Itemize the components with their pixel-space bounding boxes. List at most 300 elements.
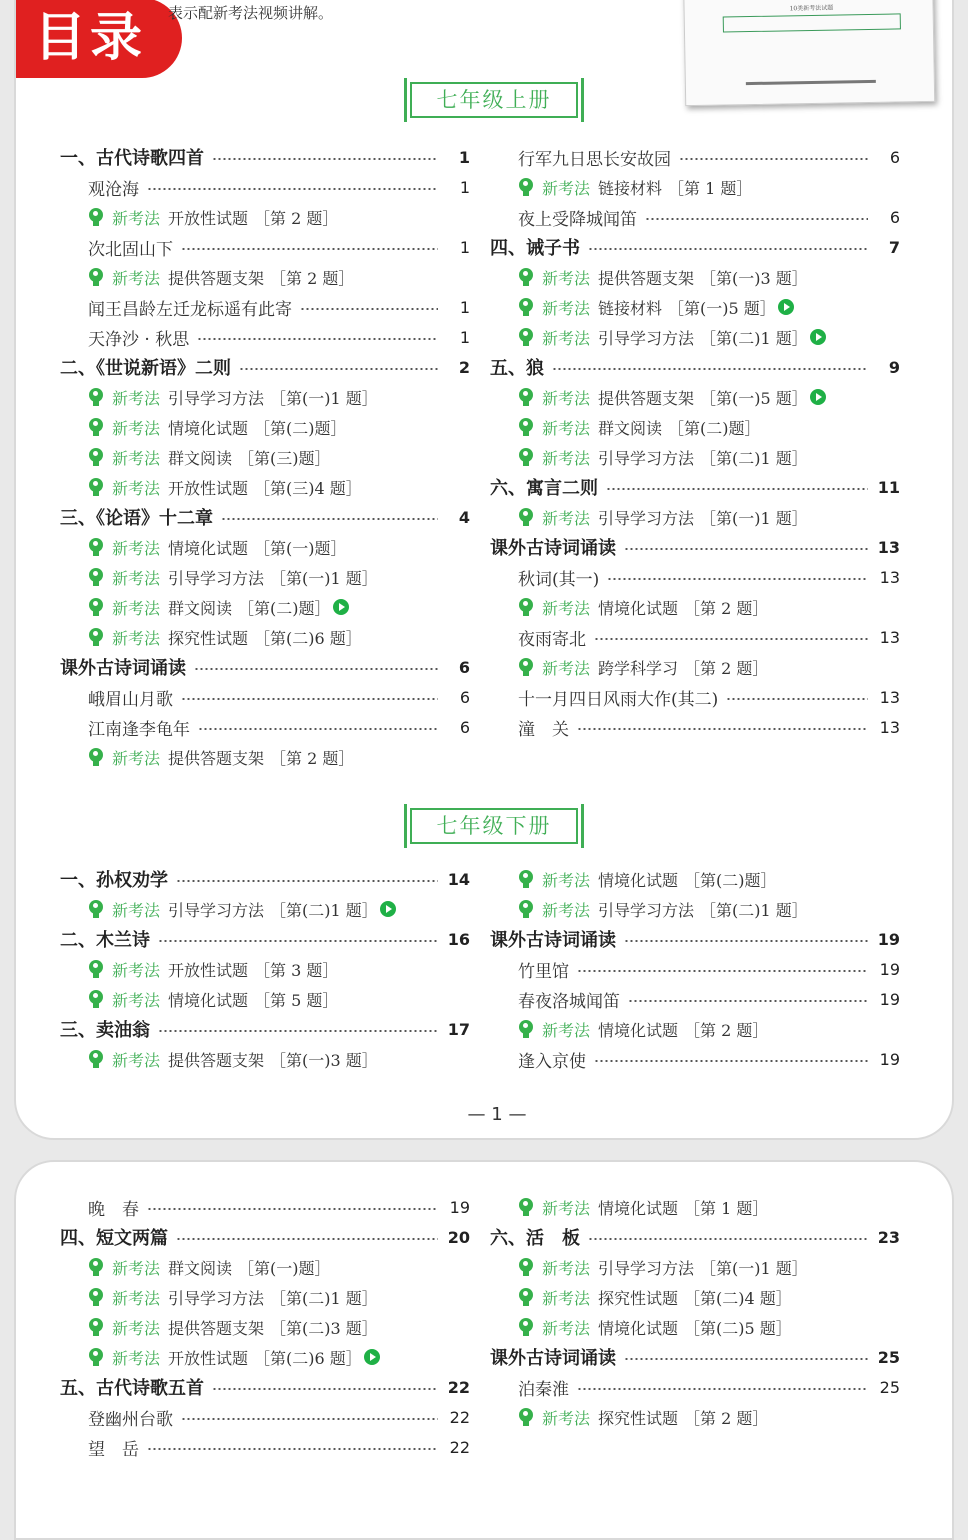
toc-note-item[interactable] — [60, 622, 470, 652]
toc-chapter-entry[interactable] — [60, 142, 470, 172]
toc-chapter-entry[interactable] — [60, 924, 470, 954]
page-ref: 19 — [879, 1049, 900, 1069]
toc-note-item[interactable] — [60, 954, 470, 984]
entry-title: 峨眉山月歌 — [88, 689, 173, 710]
entry-title: 泊秦淮 — [518, 1379, 569, 1400]
question-type-label: 引导学习方法 — [168, 900, 265, 920]
thumbnail-grid — [723, 13, 901, 32]
dot-leader — [158, 940, 438, 942]
entry-title: 课外古诗词诵读 — [490, 538, 616, 559]
toc-note-item[interactable] — [60, 1252, 470, 1282]
toc-note-item[interactable] — [490, 592, 900, 622]
play-video-icon[interactable] — [810, 389, 826, 405]
question-ref: ［第 2 题］ — [684, 598, 769, 618]
toc-poem-entry[interactable] — [490, 142, 900, 172]
toc-poem-entry[interactable] — [60, 292, 470, 322]
question-ref: ［第 1 题］ — [668, 178, 753, 198]
question-type-label: 引导学习方法 — [598, 1258, 695, 1278]
new-exam-method-label: 新考法 — [112, 448, 161, 468]
question-type-label: 开放性试题 — [168, 960, 249, 980]
question-ref: ［第(二)题］ — [238, 598, 331, 618]
question-type-label: 探究性试题 — [168, 628, 249, 648]
page-ref: 13 — [879, 567, 900, 587]
play-video-icon[interactable] — [364, 1349, 380, 1365]
question-ref: ［第 2 题］ — [270, 268, 355, 288]
toc-page-2 — [14, 1160, 954, 1540]
toc-badge: 目录 — [16, 0, 182, 78]
toc-note-item[interactable] — [490, 1312, 900, 1342]
page-ref: 25 — [879, 1377, 900, 1397]
question-ref: ［第(三)题］ — [238, 448, 331, 468]
question-ref: ［第(一)题］ — [238, 1258, 331, 1278]
dot-leader — [181, 1418, 438, 1420]
entry-title: 望 岳 — [88, 1439, 139, 1460]
lightbulb-icon — [88, 567, 104, 587]
entry-title: 课外古诗词诵读 — [60, 658, 186, 679]
question-ref: ［第(二)1 题］ — [700, 448, 808, 468]
dot-leader — [577, 728, 868, 730]
dot-leader — [221, 518, 438, 520]
page-ref: 1 — [459, 327, 470, 347]
page-ref: 2 — [458, 357, 470, 377]
question-ref: ［第(二)题］ — [254, 418, 347, 438]
page-ref: 20 — [447, 1227, 470, 1247]
new-exam-method-label: 新考法 — [542, 1198, 591, 1218]
toc-note-item[interactable] — [490, 864, 900, 894]
question-type-label: 情境化试题 — [168, 538, 249, 558]
lightbulb-icon — [518, 387, 534, 407]
lightbulb-icon — [88, 447, 104, 467]
entry-title: 三、《论语》十二章 — [60, 508, 213, 529]
toc-note-item[interactable] — [60, 984, 470, 1014]
question-ref: ［第(一)3 题］ — [270, 1050, 378, 1070]
toc-chapter-entry[interactable] — [60, 652, 470, 682]
toc-chapter-entry[interactable] — [490, 924, 900, 954]
question-type-label: 引导学习方法 — [598, 900, 695, 920]
question-ref: ［第(二)1 题］ — [270, 1288, 378, 1308]
question-type-label: 群文阅读 — [168, 1258, 233, 1278]
question-ref: ［第 2 题］ — [684, 1020, 769, 1040]
new-exam-method-label: 新考法 — [542, 870, 591, 890]
toc-note-item[interactable] — [490, 1282, 900, 1312]
question-ref: ［第(二)1 题］ — [700, 328, 808, 348]
toc-poem-entry[interactable] — [490, 682, 900, 712]
toc-poem-entry[interactable] — [60, 682, 470, 712]
page-ref: 6 — [458, 657, 470, 677]
dot-leader — [300, 308, 438, 310]
question-type-label: 情境化试题 — [598, 1020, 679, 1040]
toc-poem-entry[interactable] — [490, 712, 900, 742]
new-exam-method-label: 新考法 — [542, 298, 591, 318]
entry-title: 竹里馆 — [518, 961, 569, 982]
new-exam-method-label: 新考法 — [542, 448, 591, 468]
question-type-label: 情境化试题 — [598, 1318, 679, 1338]
question-type-label: 引导学习方法 — [598, 448, 695, 468]
page-ref: 13 — [877, 537, 900, 557]
new-exam-method-label: 新考法 — [542, 1318, 591, 1338]
question-ref: ［第(一)1 题］ — [700, 508, 808, 528]
new-exam-method-label: 新考法 — [112, 268, 161, 288]
entry-title: 三、卖油翁 — [60, 1020, 150, 1041]
question-type-label: 探究性试题 — [598, 1288, 679, 1308]
new-exam-method-label: 新考法 — [542, 1020, 591, 1040]
new-exam-method-label: 新考法 — [542, 1288, 591, 1308]
entry-title: 观沧海 — [88, 179, 139, 200]
new-exam-method-label: 新考法 — [112, 538, 161, 558]
toc-chapter-entry[interactable] — [490, 472, 900, 502]
dot-leader — [158, 1030, 438, 1032]
toc-poem-entry[interactable] — [490, 562, 900, 592]
toc-chapter-entry[interactable] — [490, 352, 900, 382]
dot-leader — [624, 548, 868, 550]
page-ref: 11 — [877, 477, 900, 497]
question-ref: ［第(一)5 题］ — [700, 388, 808, 408]
toc-column-left — [60, 1192, 470, 1462]
question-type-label: 跨学科学习 — [598, 658, 679, 678]
entry-title: 天净沙 · 秋思 — [88, 329, 190, 350]
question-type-label: 探究性试题 — [598, 1408, 679, 1428]
question-type-label: 链接材料 — [598, 178, 663, 198]
lightbulb-icon — [88, 1257, 104, 1277]
toc-note-item[interactable] — [60, 412, 470, 442]
toc-note-item[interactable] — [60, 1342, 470, 1372]
entry-title: 夜雨寄北 — [518, 629, 586, 650]
toc-note-item[interactable] — [490, 412, 900, 442]
entry-title: 十一月四日风雨大作(其二) — [518, 689, 719, 710]
question-ref: ［第(二)5 题］ — [684, 1318, 792, 1338]
page-ref: 6 — [459, 687, 470, 707]
new-exam-method-label: 新考法 — [542, 268, 591, 288]
lightbulb-icon — [518, 297, 534, 317]
question-ref: ［第(一)5 题］ — [668, 298, 776, 318]
dot-leader — [594, 638, 868, 640]
dot-leader — [181, 698, 438, 700]
page-number: — 1 — — [467, 1104, 527, 1125]
lightbulb-icon — [518, 1287, 534, 1307]
page-ref: 13 — [879, 627, 900, 647]
toc-note-item[interactable] — [490, 1252, 900, 1282]
toc-chapter-entry[interactable] — [490, 1342, 900, 1372]
dot-leader — [594, 1060, 868, 1062]
page-ref: 6 — [889, 207, 900, 227]
dot-leader — [628, 1000, 868, 1002]
new-exam-method-label: 新考法 — [112, 1258, 161, 1278]
entry-title: 登幽州台歌 — [88, 1409, 173, 1430]
dot-leader — [624, 1358, 868, 1360]
toc-column-right — [490, 1192, 900, 1432]
toc-poem-entry[interactable] — [490, 1044, 900, 1074]
question-ref: ［第 2 题］ — [684, 1408, 769, 1428]
question-type-label: 提供答题支架 — [168, 268, 265, 288]
toc-chapter-entry[interactable] — [60, 1222, 470, 1252]
toc-note-item[interactable] — [60, 592, 470, 622]
dot-leader — [588, 1238, 868, 1240]
lightbulb-icon — [88, 989, 104, 1009]
question-type-label: 引导学习方法 — [168, 568, 265, 588]
toc-note-item[interactable] — [490, 322, 900, 352]
question-type-label: 群文阅读 — [598, 418, 663, 438]
question-ref: ［第(二)1 题］ — [270, 900, 378, 920]
toc-poem-entry[interactable] — [490, 1372, 900, 1402]
entry-title: 四、诫子书 — [490, 238, 580, 259]
entry-title: 二、木兰诗 — [60, 930, 150, 951]
question-type-label: 链接材料 — [598, 298, 663, 318]
toc-poem-entry[interactable] — [60, 712, 470, 742]
page-ref: 22 — [449, 1437, 470, 1457]
toc-poem-entry[interactable] — [490, 954, 900, 984]
lightbulb-icon — [88, 267, 104, 287]
question-ref: ［第 2 题］ — [254, 208, 339, 228]
entry-title: 五、古代诗歌五首 — [60, 1378, 204, 1399]
toc-poem-entry[interactable] — [490, 622, 900, 652]
toc-chapter-entry[interactable] — [60, 352, 470, 382]
dot-leader — [239, 368, 438, 370]
new-exam-method-label: 新考法 — [112, 628, 161, 648]
dot-leader — [181, 248, 438, 250]
entry-title: 次北固山下 — [88, 239, 173, 260]
toc-chapter-entry[interactable] — [60, 1372, 470, 1402]
toc-note-item[interactable] — [60, 262, 470, 292]
toc-note-item[interactable] — [60, 442, 470, 472]
lightbulb-icon — [518, 657, 534, 677]
question-ref: ［第(二)3 题］ — [270, 1318, 378, 1338]
entry-title: 四、短文两篇 — [60, 1228, 168, 1249]
toc-note-item[interactable] — [490, 382, 900, 412]
new-exam-method-label: 新考法 — [112, 960, 161, 980]
question-type-label: 情境化试题 — [598, 1198, 679, 1218]
new-exam-method-label: 新考法 — [112, 568, 161, 588]
page-ref: 4 — [458, 507, 470, 527]
new-exam-method-label: 新考法 — [112, 1288, 161, 1308]
dot-leader — [194, 668, 438, 670]
toc-poem-entry[interactable] — [490, 202, 900, 232]
page-ref: 22 — [449, 1407, 470, 1427]
new-exam-method-label: 新考法 — [542, 900, 591, 920]
lightbulb-icon — [518, 447, 534, 467]
toc-note-item[interactable] — [490, 172, 900, 202]
entry-title: 课外古诗词诵读 — [490, 930, 616, 951]
toc-note-item[interactable] — [60, 562, 470, 592]
entry-title: 五、狼 — [490, 358, 544, 379]
dot-leader — [147, 188, 438, 190]
question-type-label: 引导学习方法 — [168, 1288, 265, 1308]
entry-title: 二、《世说新语》二则 — [60, 358, 231, 379]
toc-chapter-entry[interactable] — [60, 502, 470, 532]
lightbulb-icon — [518, 1317, 534, 1337]
question-type-label: 引导学习方法 — [168, 388, 265, 408]
entry-title: 逢入京使 — [518, 1051, 586, 1072]
new-exam-method-label: 新考法 — [542, 508, 591, 528]
toc-chapter-entry[interactable] — [490, 232, 900, 262]
toc-note-item[interactable] — [490, 894, 900, 924]
toc-poem-entry[interactable] — [60, 232, 470, 262]
page-ref: 13 — [879, 687, 900, 707]
toc-chapter-entry[interactable] — [490, 1222, 900, 1252]
question-ref: ［第(二)题］ — [684, 870, 777, 890]
lightbulb-icon — [88, 747, 104, 767]
page-ref: 25 — [877, 1347, 900, 1367]
toc-note-item[interactable] — [60, 472, 470, 502]
toc-note-item[interactable] — [490, 1402, 900, 1432]
dot-leader — [577, 1388, 868, 1390]
lightbulb-icon — [518, 417, 534, 437]
new-exam-method-label: 新考法 — [112, 598, 161, 618]
dot-leader — [645, 218, 868, 220]
toc-note-item[interactable] — [60, 382, 470, 412]
new-exam-method-label: 新考法 — [112, 388, 161, 408]
toc-note-item[interactable] — [60, 532, 470, 562]
page-ref: 7 — [888, 237, 900, 257]
toc-poem-entry[interactable] — [60, 1192, 470, 1222]
dot-leader — [176, 1238, 438, 1240]
new-exam-method-label: 新考法 — [112, 990, 161, 1010]
dot-leader — [588, 248, 868, 250]
lightbulb-icon — [518, 1197, 534, 1217]
toc-note-item[interactable] — [60, 894, 470, 924]
dot-leader — [679, 158, 868, 160]
page-ref: 17 — [447, 1019, 470, 1039]
entry-title: 一、孙权劝学 — [60, 870, 168, 891]
toc-chapter-entry[interactable] — [60, 864, 470, 894]
entry-title: 晚 春 — [88, 1199, 139, 1220]
lightbulb-icon — [88, 477, 104, 497]
page-ref: 6 — [459, 717, 470, 737]
question-type-label: 群文阅读 — [168, 448, 233, 468]
play-video-icon[interactable] — [380, 901, 396, 917]
question-type-label: 情境化试题 — [168, 990, 249, 1010]
toc-poem-entry[interactable] — [490, 984, 900, 1014]
toc-chapter-entry[interactable] — [60, 1014, 470, 1044]
entry-title: 春夜洛城闻笛 — [518, 991, 620, 1012]
lightbulb-icon — [518, 1019, 534, 1039]
new-exam-method-label: 新考法 — [542, 598, 591, 618]
lightbulb-icon — [88, 627, 104, 647]
lightbulb-icon — [518, 869, 534, 889]
toc-poem-entry[interactable] — [60, 1402, 470, 1432]
toc-note-item[interactable] — [60, 1282, 470, 1312]
question-type-label: 开放性试题 — [168, 208, 249, 228]
question-type-label: 提供答题支架 — [168, 1050, 265, 1070]
toc-page-1 — [14, 0, 954, 1140]
lightbulb-icon — [88, 1049, 104, 1069]
entry-title: 六、活 板 — [490, 1228, 580, 1249]
new-exam-method-label: 新考法 — [112, 418, 161, 438]
dot-leader — [197, 338, 438, 340]
lightbulb-icon — [518, 507, 534, 527]
toc-chapter-entry[interactable] — [490, 532, 900, 562]
play-video-icon[interactable] — [333, 599, 349, 615]
dot-leader — [212, 1388, 438, 1390]
page-ref: 13 — [879, 717, 900, 737]
book-thumbnail — [683, 0, 935, 106]
new-exam-method-label: 新考法 — [112, 900, 161, 920]
play-video-icon[interactable] — [810, 329, 826, 345]
dot-leader — [726, 698, 868, 700]
lightbulb-icon — [88, 207, 104, 227]
question-ref: ［第 1 题］ — [684, 1198, 769, 1218]
entry-title: 一、古代诗歌四首 — [60, 148, 204, 169]
page-ref: 19 — [879, 959, 900, 979]
new-exam-method-label: 新考法 — [112, 1318, 161, 1338]
new-exam-method-label: 新考法 — [112, 1050, 161, 1070]
lightbulb-icon — [88, 387, 104, 407]
question-ref: ［第(一)1 题］ — [270, 568, 378, 588]
dot-leader — [607, 578, 868, 580]
lightbulb-icon — [518, 899, 534, 919]
new-exam-method-label: 新考法 — [542, 658, 591, 678]
entry-title: 江南逢李龟年 — [88, 719, 190, 740]
toc-note-item[interactable] — [60, 202, 470, 232]
lightbulb-icon — [88, 597, 104, 617]
question-ref: ［第(一)3 题］ — [700, 268, 808, 288]
toc-note-item[interactable] — [490, 442, 900, 472]
dot-leader — [624, 940, 868, 942]
page-ref: 19 — [879, 989, 900, 1009]
entry-title: 行军九日思长安故园 — [518, 149, 671, 170]
question-type-label: 提供答题支架 — [168, 748, 265, 768]
toc-note-item[interactable] — [490, 502, 900, 532]
toc-note-item[interactable] — [60, 1312, 470, 1342]
new-exam-method-label: 新考法 — [542, 1258, 591, 1278]
question-ref: ［第(二)6 题］ — [254, 1348, 362, 1368]
dot-leader — [147, 1448, 438, 1450]
question-type-label: 情境化试题 — [598, 598, 679, 618]
toc-note-item[interactable] — [490, 652, 900, 682]
lightbulb-icon — [518, 267, 534, 287]
entry-title: 秋词(其一) — [518, 569, 600, 590]
entry-title: 夜上受降城闻笛 — [518, 209, 637, 230]
page-ref: 1 — [458, 147, 470, 167]
entry-title: 潼 关 — [518, 719, 569, 740]
new-exam-method-label: 新考法 — [542, 418, 591, 438]
toc-note-item[interactable] — [490, 262, 900, 292]
toc-column-right — [490, 864, 900, 1074]
lightbulb-icon — [88, 1317, 104, 1337]
question-type-label: 引导学习方法 — [598, 508, 695, 528]
question-type-label: 提供答题支架 — [168, 1318, 265, 1338]
thumbnail-title: 10类新考法试题 — [789, 4, 834, 13]
lightbulb-icon — [88, 1347, 104, 1367]
question-ref: ［第(一)1 题］ — [270, 388, 378, 408]
page-ref: 19 — [449, 1197, 470, 1217]
lightbulb-icon — [518, 1257, 534, 1277]
question-ref: ［第(二)4 题］ — [684, 1288, 792, 1308]
section-title-grade7-vol1: 七年级上册 — [410, 82, 578, 118]
lightbulb-icon — [88, 1287, 104, 1307]
play-video-icon[interactable] — [778, 299, 794, 315]
toc-note-item[interactable] — [60, 1044, 470, 1074]
section-title-grade7-vol2: 七年级下册 — [410, 808, 578, 844]
toc-note-item[interactable] — [490, 292, 900, 322]
toc-poem-entry[interactable] — [60, 172, 470, 202]
entry-title: 六、寓言二则 — [490, 478, 598, 499]
toc-poem-entry[interactable] — [60, 1432, 470, 1462]
toc-note-item[interactable] — [490, 1192, 900, 1222]
dot-leader — [147, 1208, 438, 1210]
new-exam-method-label: 新考法 — [112, 1348, 161, 1368]
toc-note-item[interactable] — [490, 1014, 900, 1044]
question-type-label: 群文阅读 — [168, 598, 233, 618]
question-ref: ［第(一)题］ — [254, 538, 347, 558]
toc-note-item[interactable] — [60, 742, 470, 772]
new-exam-method-label: 新考法 — [542, 328, 591, 348]
question-type-label: 开放性试题 — [168, 1348, 249, 1368]
question-ref: ［第 2 题］ — [684, 658, 769, 678]
new-exam-method-label: 新考法 — [112, 208, 161, 228]
lightbulb-icon — [518, 177, 534, 197]
toc-poem-entry[interactable] — [60, 322, 470, 352]
question-type-label: 开放性试题 — [168, 478, 249, 498]
